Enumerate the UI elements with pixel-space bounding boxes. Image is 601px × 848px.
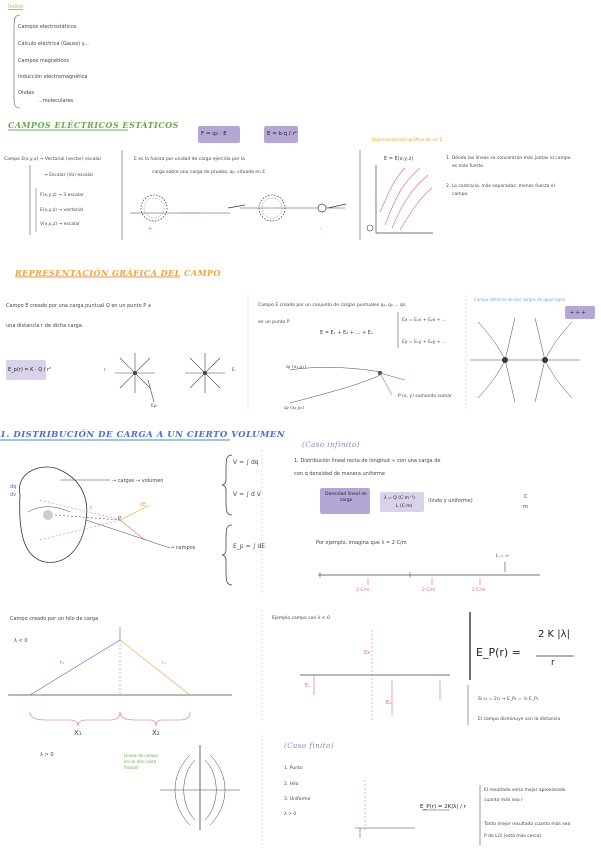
s4-main-formula-den: r (551, 658, 555, 668)
s3-int2: V = ∫ d V (233, 491, 261, 498)
s4-ex: Ex (364, 650, 371, 656)
s2-lbl-e: E (232, 368, 235, 373)
s3-lambda-note: (lindo y uniforme) (428, 498, 473, 504)
graph-label: E = E(x,y,z) (384, 156, 414, 162)
index-item-5: Ondas (18, 90, 34, 96)
s3-lbl-p: P (118, 516, 122, 522)
s3-lambda: λ = Q (C·m⁻¹) (384, 496, 415, 501)
s3-tick-1: 2 C/m (356, 588, 370, 593)
s4-r2: r₂ (162, 660, 167, 666)
graph-title: Representación gráfica de un E (372, 138, 443, 143)
note-2b: campo. (452, 192, 469, 197)
index-item-4: Inducción electromagnética (18, 74, 88, 80)
formula-force: F = q₀ · E (201, 131, 227, 137)
s4-el: El campo disminuye con la distancia (478, 717, 561, 722)
s2-field-tag: + + + (570, 310, 586, 316)
desc-line-2: carga sobre una carga de prueba, q₀, situada en E (152, 170, 266, 175)
index-tag: Índice (8, 4, 24, 10)
note-2a: 2. Lo contrario, más separadas: menos fuerza el (446, 184, 555, 189)
field-line-1: Campo E(x,y,z) → Vectorial (vector) escalar (4, 157, 102, 162)
s4-fin-4: λ > 0 (284, 812, 297, 817)
s4-c3: Tanto mejor resultado cuanto más sea (484, 822, 571, 827)
charge-minus: - (320, 226, 322, 232)
s2-field-title: Campo eléctrico de dos cargas de igual signo (474, 297, 566, 302)
s2-right-2: en un punto P (258, 320, 290, 325)
s4-e1: E₁ (305, 683, 311, 689)
s2-p: P (x, y) sumando sumar (398, 394, 452, 399)
s2-lbl-ep: Ep (151, 404, 157, 409)
section-2-title: REPRESENTACIÓN GRÁFICA DEL CAMPO (15, 268, 221, 278)
s3-tick-0: L = ∞ (496, 554, 509, 559)
s4-fin-1: 1. Punto (284, 766, 303, 771)
s2-ex: Ex = E₁x + E₂x + ... (402, 318, 447, 323)
s4-fin-3: 3. Uniforme (284, 797, 311, 802)
s3-box: Densidad lineal de carga (325, 492, 367, 503)
s3-lbl-r: r (90, 505, 93, 511)
s4-campo: Campo creado por un hilo de carga (10, 616, 99, 622)
note-1a: 1. Dónde las líneas se concentran más juntas el campo (446, 156, 571, 161)
s4-r1: r₁ (60, 660, 65, 666)
charge-plus: + (148, 226, 153, 232)
s3-tick-2: 2 C/m (422, 588, 436, 593)
s2-right-1: Campo E creado por un conjunto de cargas puntuales q₁, q₂ ... qn (258, 303, 406, 308)
s2-line-1: Campo E creado por una carga puntual Q en un punto P a (6, 303, 151, 309)
index-sub: ...moleculares (38, 98, 74, 104)
s3-dv: dv (10, 492, 17, 498)
s4-x1: X₁ (74, 729, 82, 737)
s3-ejemplo: Por ejemplo, imagina que λ = 2 C/m (316, 540, 407, 546)
s3-dist-1: 1. Distribución lineal recta de longitud ∞ con una carga de (294, 458, 441, 464)
s2-ey: Ey = E₁y + E₂y + ... (402, 340, 447, 345)
field-line-4: E(x,y,z) → vectorial (40, 208, 84, 213)
s4-c4: P de L/2 (está más cerca) (484, 834, 542, 839)
s4-e2: E₂ (386, 700, 392, 706)
s4-caso-fin: (Caso finito) (284, 742, 335, 750)
field-line-5: V(x,y,z) → escalar (40, 222, 80, 227)
s4-si: Si r₂ = 2r₁ → E_P₂ = ½ E_P₁ (478, 697, 539, 702)
field-line-2: → Escalar (Vo) escalar (44, 173, 94, 178)
index-item-1: Campos electrostáticos (18, 24, 77, 30)
s2-formula: E_p(r) = K · Q / r² (8, 367, 52, 373)
s3-int3: E_p = ∫ dE (233, 543, 266, 550)
note-1b: es más fuerte. (452, 164, 485, 169)
index-item-3: Campos magnéticos (18, 58, 69, 64)
s4-fin-2: 2. Hilo (284, 782, 299, 787)
s2-q1: q₁ (x₁,y₁) (286, 365, 306, 370)
s4-x2: X₂ (152, 729, 160, 737)
s2-q2: q₂ (x₂,y₂) (284, 406, 304, 411)
index-item-2: Cálculo eléctrica (Gauss) y... (18, 41, 89, 47)
s3-tick-3: 2 C/m (472, 588, 486, 593)
section-3-title: 1. DISTRIBUCIÓN DE CARGA A UN CIERTO VOLUMEN (0, 430, 286, 440)
s2-lbl-r: r (104, 368, 106, 373)
s4-fin-formula: E_P(r) = 2K|λ| / r (420, 804, 466, 810)
s3-frac-c: C (524, 494, 528, 500)
s3-caso-inf: (Caso infinito) (302, 441, 360, 449)
s4-field-note: Líneas de campo en un hilo (vista frontal) (124, 753, 158, 770)
s4-c1: El resultado sería mejor aproximado (484, 788, 566, 793)
s3-dist-2: con q densidad de manera uniforme (294, 471, 385, 477)
s3-cargas: → cargas → volumen (112, 478, 164, 484)
s2-line-2: una distancia r de dicha carga. (6, 323, 84, 329)
s3-int1: V = ∫ dq (233, 459, 259, 466)
s3-lbl-de: dE (140, 502, 147, 508)
field-line-3: F(x,y,z) → 3 escalar (40, 193, 84, 198)
s4-lambda-gt: λ > 0 (40, 752, 54, 758)
formula-field: E = k·q / r² (267, 131, 297, 137)
desc-line-1: E es la fuerza por unidad de carga ejercida por la (134, 157, 245, 162)
section-1-title: CAMPOS ELÉCTRICOS ESTÁTICOS (8, 120, 179, 130)
s3-lambda-2: L (C·m) (396, 504, 413, 509)
s4-main-formula-num: 2 K |λ| (538, 629, 570, 640)
s3-frac-m: m (523, 504, 528, 510)
s4-c2: cuanto más sea r (484, 798, 523, 803)
s4-ejemplo2: Ejemplo campo con λ < 0 (272, 616, 330, 621)
s2-sum: E = E₁ + E₂ + ... + Eₙ (320, 330, 373, 336)
s4-main-formula-lhs: E_P(r) = (476, 646, 521, 659)
s4-lambda-lt: λ < 0 (14, 638, 28, 644)
s3-campos: → campos (170, 545, 196, 551)
s3-dq: dq (10, 484, 17, 490)
